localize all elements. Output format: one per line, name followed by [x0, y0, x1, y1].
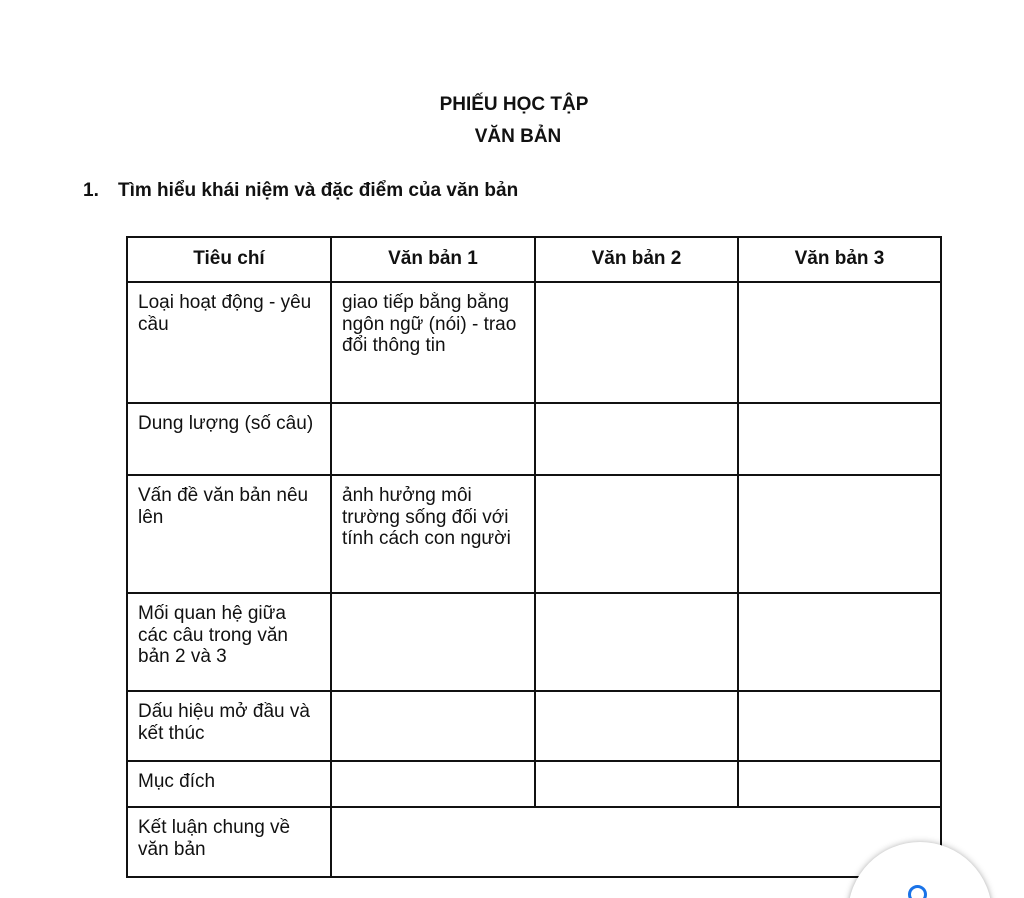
cell-text: ảnh hưởng môi trường sống đối với tính cách con người	[342, 485, 511, 549]
cell-text: giao tiếp bằng bằng ngôn ngữ (nói) - trao đổi thông tin	[342, 292, 517, 356]
table-cell	[738, 475, 941, 593]
table-cell	[738, 691, 941, 761]
section-heading-text: Tìm hiểu khái niệm và đặc điểm của văn bản	[118, 180, 519, 201]
table-cell	[738, 761, 941, 807]
column-header: Văn bản 2	[535, 237, 738, 282]
table-cell	[535, 403, 738, 475]
criterion-text: Kết luận chung về văn bản	[138, 817, 291, 860]
criterion-cell	[127, 807, 331, 877]
table-cell	[331, 761, 535, 807]
section-heading	[83, 179, 518, 202]
table-row	[127, 761, 941, 807]
criterion-cell	[127, 282, 331, 403]
table-cell	[331, 691, 535, 761]
criterion-text: Dấu hiệu mở đầu và kết thúc	[138, 701, 310, 744]
table-row	[127, 593, 941, 691]
search-icon	[905, 882, 935, 898]
document-title: PHIẾU HỌC TẬP	[439, 94, 589, 115]
column-header: Văn bản 3	[738, 237, 941, 282]
criterion-cell	[127, 761, 331, 807]
table-cell	[331, 403, 535, 475]
conclusion-cell	[331, 807, 941, 877]
table-row	[127, 403, 941, 475]
section-number: 1.	[83, 180, 99, 201]
criterion-cell	[127, 403, 331, 475]
table-cell	[331, 475, 535, 593]
table-cell	[535, 691, 738, 761]
table-cell	[738, 593, 941, 691]
table-row	[127, 475, 941, 593]
table-cell	[535, 761, 738, 807]
column-header: Văn bản 1	[331, 237, 535, 282]
table-cell	[738, 403, 941, 475]
criterion-text: Loại hoạt động - yêu cầu	[138, 292, 312, 335]
table-row	[127, 691, 941, 761]
criterion-text: Mục đích	[138, 771, 216, 792]
criterion-text: Vấn đề văn bản nêu lên	[138, 485, 309, 528]
table-cell	[535, 282, 738, 403]
criterion-text: Dung lượng (số câu)	[138, 413, 314, 434]
criterion-cell	[127, 475, 331, 593]
table-cell	[331, 593, 535, 691]
criteria-table	[126, 236, 942, 878]
table-cell	[738, 282, 941, 403]
column-header: Tiêu chí	[127, 237, 331, 282]
criterion-cell	[127, 593, 331, 691]
table-cell	[535, 593, 738, 691]
table-header-row	[127, 237, 941, 282]
document-subtitle: VĂN BẢN	[474, 126, 562, 147]
table-cell	[331, 282, 535, 403]
table-row	[127, 282, 941, 403]
table-cell	[535, 475, 738, 593]
criterion-cell	[127, 691, 331, 761]
conclusion-row	[127, 807, 941, 877]
criterion-text: Mối quan hệ giữa các câu trong văn bản 2 và 3	[138, 603, 288, 667]
